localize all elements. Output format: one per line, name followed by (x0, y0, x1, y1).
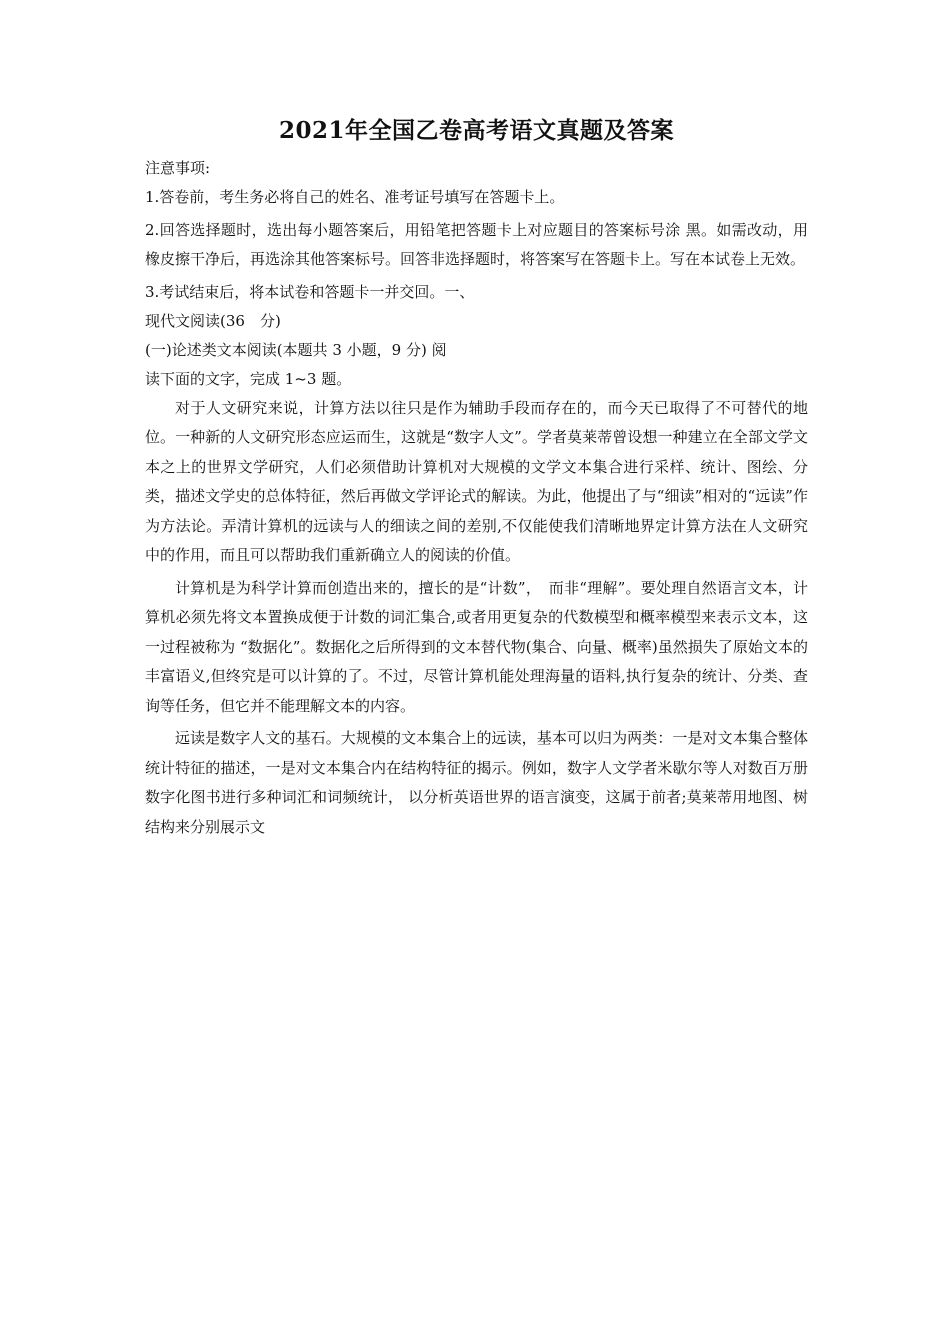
notice-item-1: 1.答卷前，考生务必将自己的姓名、准考证号填写在答题卡上。 (145, 188, 565, 206)
section-instruction: 读下面的文字，完成 1~3 题。 (145, 369, 352, 388)
passage-paragraph-1: 对于人文研究来说，计算方法以往只是作为辅助手段而存在的，而今天已取得了不可替代的地位。一种新的人文研究形态应运而生，这就是“数字人文”。学者莫莱蒂曾设想一种建立在全部文学文本之上的世界文学研究，人们必须借助计算机对大规模的文学文本集合进行采样、统计、图绘、分类，描述文学史的总体特征，然后再做文学评论式的解读。为此，他提出了与“细读”相对的“远读”作为方法论。弄清计算机的远读与人的细读之间的差别,不仅能使我们清晰地界定计算方法在人文研究中的作用，而且可以帮助我们重新确立人的阅读的价值。 (145, 398, 808, 564)
section-part-heading: 现代文阅读(36 分) (145, 311, 281, 330)
passage-paragraph-3: 远读是数字人文的基石。大规模的文本集合上的远读，基本可以归为两类：一是对文本集合整体统计特征的描述，一是对文本集合内在结构特征的揭示。例如，数字人文学者米歇尔等人对数百万册数字化图书进行多种词汇和词频统计， 以分析英语世界的语言演变，这属于前者;莫莱蒂用地图、树结构来分别展示文 (145, 729, 808, 836)
notice-item-2: 2.回答选择题时，选出每小题答案后，用铅笔把答题卡上对应题目的答案标号涂 黑。如需改动，用橡皮擦干净后，再选涂其他答案标号。回答非选择题时，将答案写在答题卡上。写在本试卷上无效。 (145, 220, 808, 268)
passage-paragraph-2: 计算机是为科学计算而创造出来的，擅长的是“计数”， 而非“理解”。要处理自然语言文本，计算机必须先将文本置换成便于计数的词汇集合,或者用更复杂的代数模型和概率模型来表示文本，这一过程被称为 “数据化”。数据化之后所得到的文本替代物(集合、向量、概率)虽然损失了原始文本的丰富语义,但终究是可以计算的了。不过，尽管计算机能处理海量的语料,执行复杂的统计、分类、查询等任务，但它并不能理解文本的内容。 (145, 578, 808, 715)
document-title: 2021年全国乙卷高考语文真题及答案 (278, 117, 674, 144)
notice-item-3: 3.考试结束后，将本试卷和答题卡一并交回。一、 (145, 282, 475, 301)
section-sub-heading: (一)论述类文本阅读(本题共 3 小题，9 分) 阅 (145, 340, 447, 359)
document-page (145, 116, 808, 845)
notice-heading: 注意事项: (145, 159, 211, 177)
